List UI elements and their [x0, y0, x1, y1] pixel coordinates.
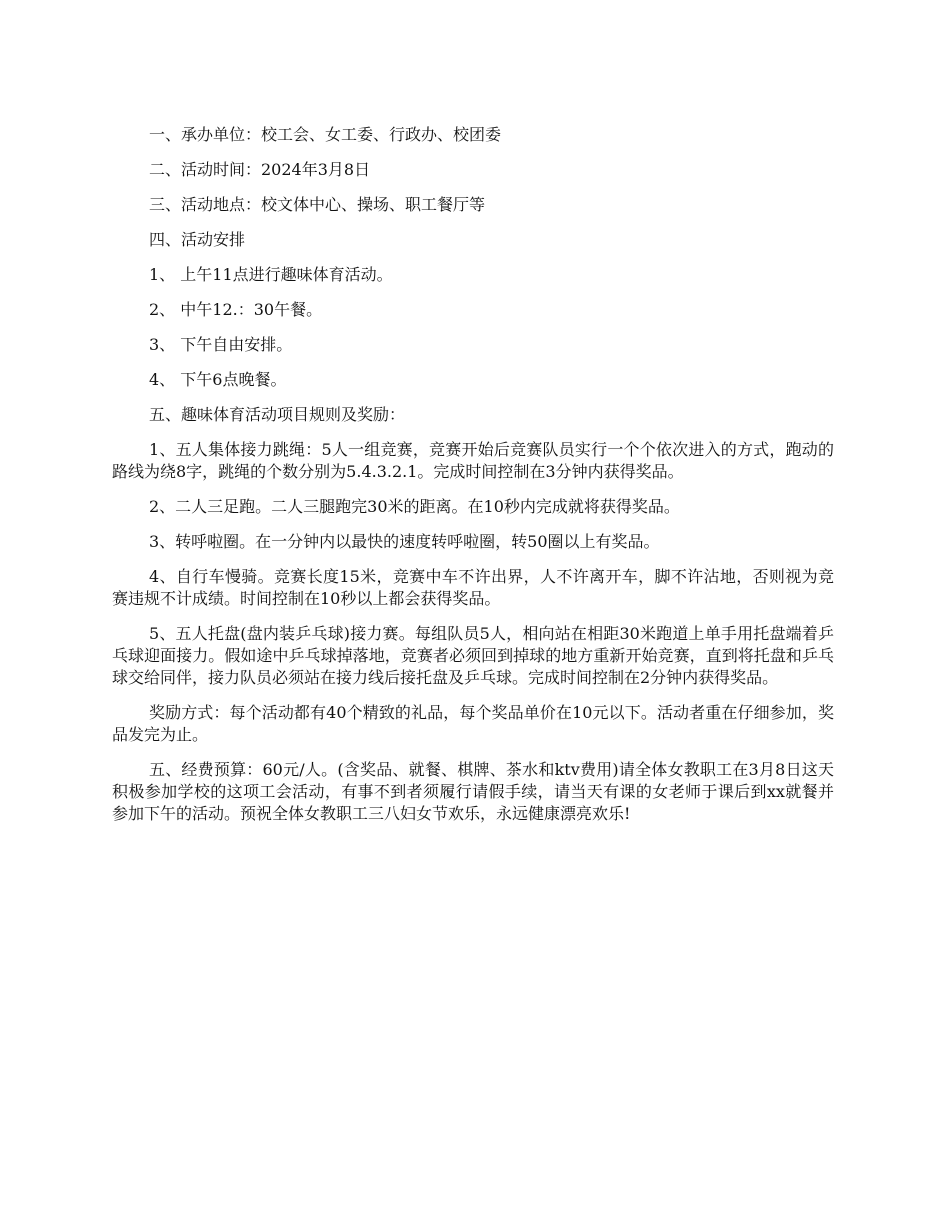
award-method: 奖励方式：每个活动都有40个精致的礼品，每个奖品单价在10元以下。活动者重在仔细参加，奖品发完为止。 [112, 703, 834, 744]
rule-slow-bike: 4、自行车慢骑。竞赛长度15米，竞赛中车不许出界，人不许离开车，脚不许沾地，否则视为竞赛违规不计成绩。时间控制在10秒以上都会获得奖品。 [112, 567, 834, 608]
budget-and-notice: 五、经费预算：60元/人。(含奖品、就餐、棋牌、茶水和ktv费用)请全体女教职工在3月8日这天积极参加学校的这项工会活动，有事不到者须履行请假手续，请当天有课的女老师于课后到xx就餐并参加下午的活动。预祝全体女教职工三八妇女节欢乐，永远健康漂亮欢乐! [112, 760, 834, 823]
event-location-line: 三、活动地点：校文体中心、操场、职工餐厅等 [149, 195, 486, 214]
rule-hula-hoop: 3、转呼啦圈。在一分钟内以最快的速度转呼啦圈，转50圈以上有奖品。 [149, 532, 660, 551]
rule-tray-relay: 5、五人托盘(盘内装乒乓球)接力赛。每组队员5人，相向站在相距30米跑道上单手用托盘端着乒乓球迎面接力。假如途中乒乓球掉落地，竞赛者必须回到掉球的地方重新开始竞赛，直到将托盘和乒乓球交给同伴，接力队员必须站在接力线后接托盘及乒乓球。完成时间控制在2分钟内获得奖品。 [112, 624, 834, 687]
rule-jump-rope: 1、五人集体接力跳绳：5人一组竞赛，竞赛开始后竞赛队员实行一个个依次进入的方式，跑动的路线为绕8字，跳绳的个数分别为5.4.3.2.1。完成时间控制在3分钟内获得奖品。 [112, 440, 834, 481]
rules-heading: 五、趣味体育活动项目规则及奖励： [149, 405, 406, 424]
schedule-heading: 四、活动安排 [149, 230, 246, 249]
schedule-item-morning: 1、 上午11点进行趣味体育活动。 [149, 265, 393, 284]
organizer-line: 一、承办单位：校工会、女工委、行政办、校团委 [149, 125, 502, 144]
document-body [112, 124, 834, 838]
event-time-line: 二、活动时间：2024年3月8日 [149, 160, 371, 179]
schedule-item-afternoon: 3、 下午自由安排。 [149, 335, 293, 354]
schedule-item-lunch: 2、 中午12.：30午餐。 [149, 300, 323, 319]
schedule-item-dinner: 4、 下午6点晚餐。 [149, 370, 287, 389]
rule-three-legged-race: 2、二人三足跑。二人三腿跑完30米的距离。在10秒内完成就将获得奖品。 [149, 497, 680, 516]
